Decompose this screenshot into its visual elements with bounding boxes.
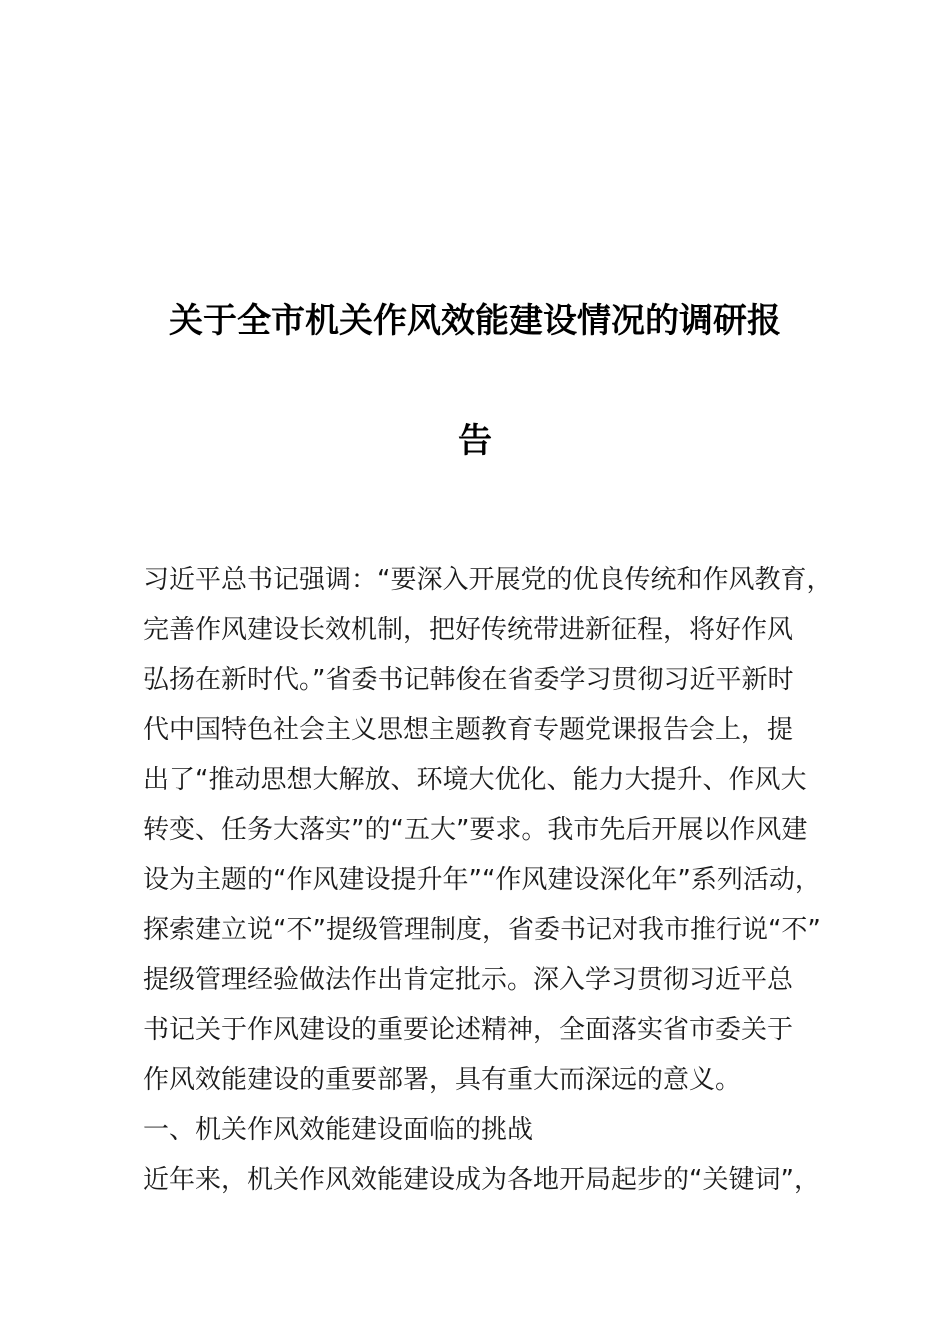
body-line: 转变、任务大落实”的“五大”要求。我市先后开展以作风建 (143, 815, 808, 845)
body-line: 完善作风建设长效机制，把好传统带进新征程，将好作风 (143, 615, 794, 645)
body-line: 设为主题的“作风建设提升年”“作风建设深化年”系列活动， (143, 865, 821, 895)
body-line: 出了“推动思想大解放、环境大优化、能力大提升、作风大 (143, 765, 807, 795)
body-line: 书记关于作风建设的重要论述精神，全面落实省市委关于 (143, 1015, 794, 1045)
body-line: 探索建立说“不”提级管理制度，省委书记对我市推行说“不” (143, 915, 821, 945)
section-heading: 一、机关作风效能建设面临的挑战 (143, 1115, 534, 1145)
body-line: 习近平总书记强调：“要深入开展党的优良传统和作风教育， (143, 565, 833, 595)
body-line: 作风效能建设的重要部署，具有重大而深远的意义。 (143, 1065, 742, 1095)
body-line: 代中国特色社会主义思想主题教育专题党课报告会上，提 (143, 715, 794, 745)
document-body (143, 555, 843, 1205)
document-title-line-1: 关于全市机关作风效能建设情况的调研报 (169, 301, 781, 341)
document-title-line-2: 告 (458, 421, 492, 461)
body-line: 提级管理经验做法作出肯定批示。深入学习贯彻习近平总 (143, 965, 794, 995)
body-line: 近年来，机关作风效能建设成为各地开局起步的“关键词”， (143, 1165, 820, 1195)
body-line: 弘扬在新时代。”省委书记韩俊在省委学习贯彻习近平新时 (143, 665, 794, 695)
